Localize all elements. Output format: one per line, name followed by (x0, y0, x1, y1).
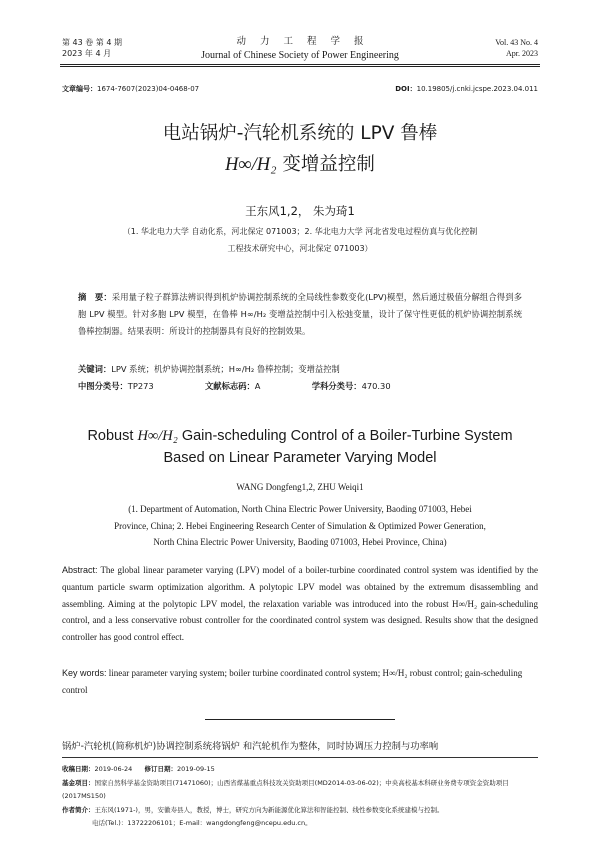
keywords-cn-label: 关键词： (78, 364, 112, 374)
revised-label: 修订日期： (144, 765, 177, 773)
footnote-contact: 电话(Tel.)：13722206101；E-mail：wangdongfeng@ncepu.edu.cn。 (92, 819, 312, 827)
abstract-cn-label: 摘 要： (78, 292, 112, 302)
clc-label: 中图分类号： (78, 381, 128, 391)
abstract-cn-text: 采用量子粒子群算法辨识得到机炉协调控制系统的全局线性参数变化(LPV)模型，然后通过极值分解组合得到多胞 LPV 模型。针对多胞 LPV 模型，在鲁棒 H∞/H₂ 变增益控制中引入松弛变量，设计了保守性更低的机炉协调控制系统鲁棒控制器。结果表明：所设计的控制器具有良好的控制效果。 (78, 292, 522, 336)
publication-date-en: Apr. 2023 (506, 49, 538, 58)
fund-text: 国家自然科学基金资助项目(71471060)；山西省煤基重点科技攻关资助项目(MD2014-03-06-02)；中央高校基本科研业务费专项资金资助项目(2017MS150) (62, 778, 509, 800)
abstract-en-label: Abstract: (62, 565, 98, 575)
header-rule-thin (60, 66, 540, 67)
footnote-fund (62, 777, 538, 804)
title-cn-line1: 电站锅炉-汽轮机系统的 LPV 鲁棒 (162, 123, 438, 144)
publication-date-cn: 2023 年 4 月 (62, 49, 112, 58)
footnotes (62, 763, 538, 831)
keywords-en-text: linear parameter varying system; boiler turbine coordinated control system; H∞/H₂ robust control; gain-scheduling control (62, 668, 523, 695)
keywords-en-label: Key words: (62, 668, 107, 678)
title-en-line2: Based on Linear Parameter Varying Model (163, 450, 437, 466)
title-cn-math: H∞/H₂ (225, 155, 277, 175)
journal-name (150, 33, 450, 61)
title-en-line1 (60, 425, 540, 447)
article-number-label: 文章编号： (62, 85, 97, 93)
body-text-start: 锅炉-汽轮机(简称机炉)协调控制系统将锅炉 和汽轮机作为整体，同时协调压力控制与功率响 (62, 741, 439, 752)
subject-code-label: 学科分类号： (311, 381, 362, 391)
keywords-cn (78, 363, 522, 375)
title-en-pre: Robust (87, 428, 138, 444)
subject-code-value: 470.30 (361, 381, 391, 391)
authors-cn: 王东风1,2， 朱为琦1 (245, 204, 355, 218)
running-header-volume (62, 37, 122, 59)
doi-label: DOI： (395, 85, 417, 93)
header-rule (60, 64, 540, 65)
affiliation-cn-line2: 工程技术研究中心，河北保定 071003） (227, 244, 373, 253)
affiliation-en-line1: (1. Department of Automation, North China Electric Power University, Baoding 071003, Hebei (128, 504, 472, 514)
journal-name-en: Journal of Chinese Society of Power Engineering (201, 50, 399, 61)
abstract-cn (78, 289, 522, 340)
journal-name-cn: 动力工程学报 (236, 36, 378, 47)
footnote-rule (62, 757, 538, 758)
section-divider (205, 719, 395, 720)
fund-label: 基金项目： (62, 778, 95, 787)
classification-cn (78, 380, 522, 392)
running-header-vol-en (495, 37, 538, 59)
author-bio-label: 作者简介： (62, 805, 95, 814)
title-en-math: H∞/H₂ (137, 428, 178, 444)
volume-issue-en: Vol. 43 No. 4 (495, 38, 538, 47)
title-cn-line2 (60, 151, 540, 179)
affiliation-en-line2: Province, China; 2. Hebei Engineering Research Center of Simulation & Optimized Power Generation, (114, 520, 486, 531)
footnote-author (62, 804, 538, 818)
revised-date: 2019-09-15 (176, 765, 215, 773)
keywords-cn-text: LPV 系统；机炉协调控制系统；H∞/H₂ 鲁棒控制；变增益控制 (111, 364, 340, 374)
clc-value: TP273 (127, 381, 154, 391)
title-en-post: Gain-scheduling Control of a Boiler-Turbine System (177, 428, 513, 444)
received-label: 收稿日期： (62, 765, 95, 773)
title-cn-line2-text: 变增益控制 (276, 154, 375, 175)
doi-value: 10.19805/j.cnki.jcspe.2023.04.011 (416, 85, 538, 93)
affiliation-en-line3: North China Electric Power University, Baoding 071003, Hebei Province, China) (153, 537, 447, 547)
article-number-value: 1674-7607(2023)04-0468-07 (97, 85, 200, 93)
keywords-en (62, 665, 538, 699)
abstract-en-text: The global linear parameter varying (LPV) model of a boiler-turbine coordinated control system was identified by the quantum particle swarm optimization algorithm. A polytopic LPV model was obtained by the extremum disassembling and assembling. Aiming at the polytopic LPV model, the relaxation variable was introduced into the robust H∞/H₂ gain-scheduling control, and a less conservative robust controller for the coordinated control system was designed. Results show that the designed controller has good control effect. (62, 565, 538, 643)
received-date: 2019-06-24 (94, 765, 133, 773)
authors-en: WANG Dongfeng1,2, ZHU Weiqi1 (236, 482, 364, 492)
affiliation-en (70, 501, 530, 551)
footnote-dates (62, 763, 538, 777)
doc-code-value: A (254, 381, 261, 391)
volume-issue: 第 43 卷 第 4 期 (62, 38, 122, 47)
doi (395, 84, 538, 94)
affiliation-cn-line1: （1. 华北电力大学 自动化系，河北保定 071003；2. 华北电力大学 河北省发电过程仿真与优化控制 (122, 227, 478, 236)
abstract-en (62, 562, 538, 646)
author-bio-text: 王东风(1971-)，男，安徽寿县人，教授，博士，研究方向为新能源优化算法和智能控制、线性参数变化系统建模与控制。 (94, 805, 444, 814)
doc-code-label: 文献标志码： (205, 381, 255, 391)
article-number (62, 84, 199, 94)
